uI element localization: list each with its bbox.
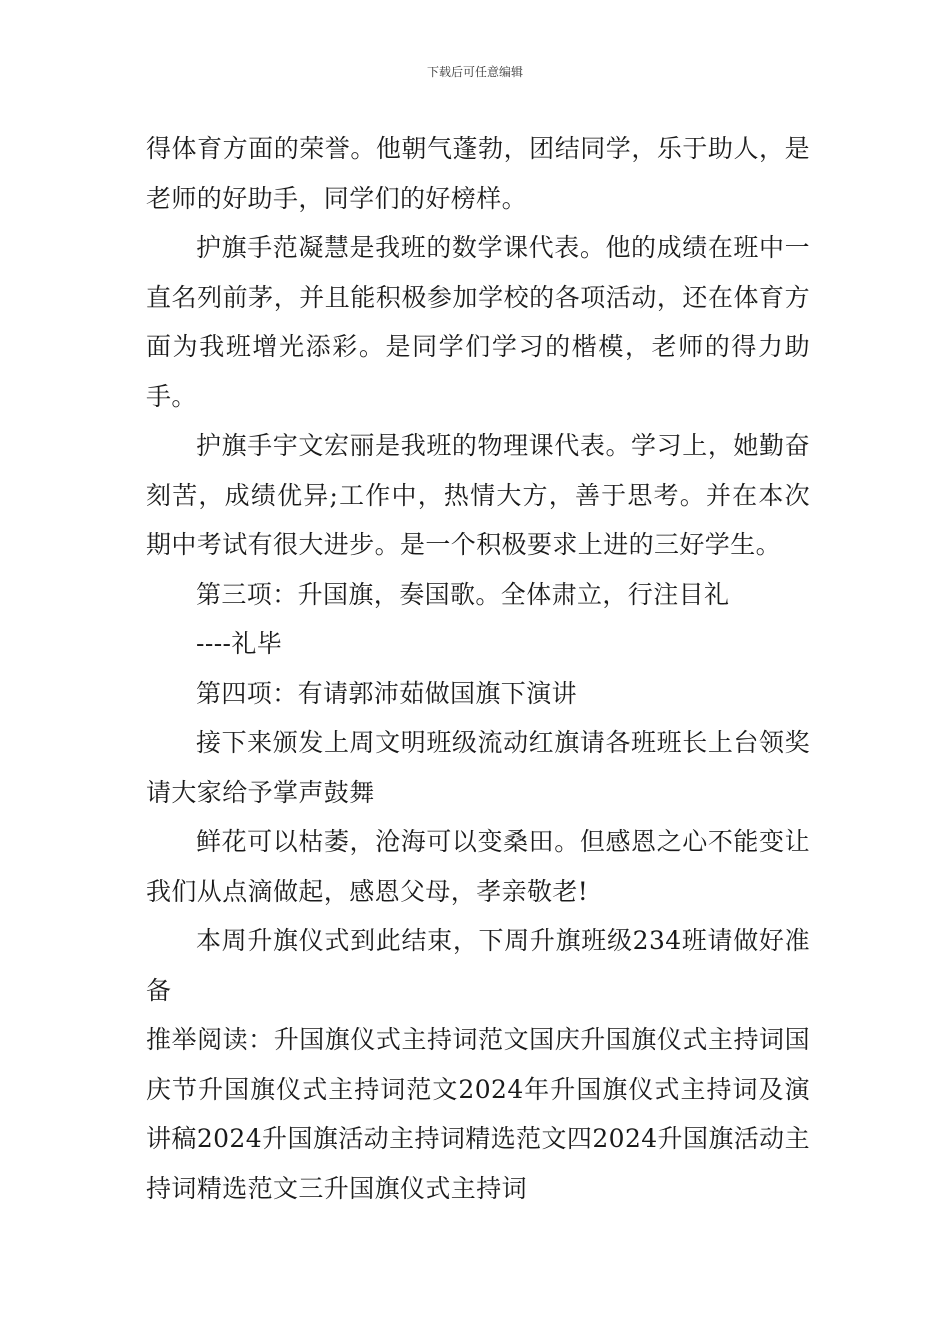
paragraph-1: 得体育方面的荣誉。他朝气蓬勃，团结同学，乐于助人，是老师的好助手，同学们的好榜样。 bbox=[146, 134, 810, 213]
paragraph-8: 鲜花可以枯萎，沧海可以变桑田。但感恩之心不能变让我们从点滴做起，感恩父母，孝亲敬老! bbox=[146, 827, 810, 906]
paragraph-6: 第四项：有请郭沛茹做国旗下演讲 bbox=[196, 678, 578, 708]
paragraph-7: 接下来颁发上周文明班级流动红旗请各班班长上台领奖请大家给予掌声鼓舞 bbox=[146, 728, 810, 807]
paragraph-recommended-reading: 推举阅读：升国旗仪式主持词范文国庆升国旗仪式主持词国庆节升国旗仪式主持词范文2024年升国旗仪式主持词及演讲稿2024升国旗活动主持词精选范文四2024升国旗活动主持词精选范文三升国旗仪式主持词 bbox=[146, 1025, 810, 1203]
paragraph-9: 本周升旗仪式到此结束，下周升旗班级234班请做好准备 bbox=[146, 926, 810, 1005]
paragraph-2: 护旗手范凝慧是我班的数学课代表。他的成绩在班中一直名列前茅，并且能积极参加学校的各项活动，还在体育方面为我班增光添彩。是同学们学习的楷模，老师的得力助手。 bbox=[146, 233, 810, 411]
paragraph-5: ----礼毕 bbox=[196, 629, 283, 658]
document-body bbox=[146, 124, 810, 1213]
paragraph-4: 第三项：升国旗，奏国歌。全体肃立，行注目礼 bbox=[196, 579, 730, 609]
page-header: 下载后可任意编辑 bbox=[426, 65, 523, 79]
paragraph-3: 护旗手宇文宏丽是我班的物理课代表。学习上，她勤奋刻苦，成绩优异;工作中，热情大方，善于思考。并在本次期中考试有很大进步。是一个积极要求上进的三好学生。 bbox=[146, 431, 810, 559]
